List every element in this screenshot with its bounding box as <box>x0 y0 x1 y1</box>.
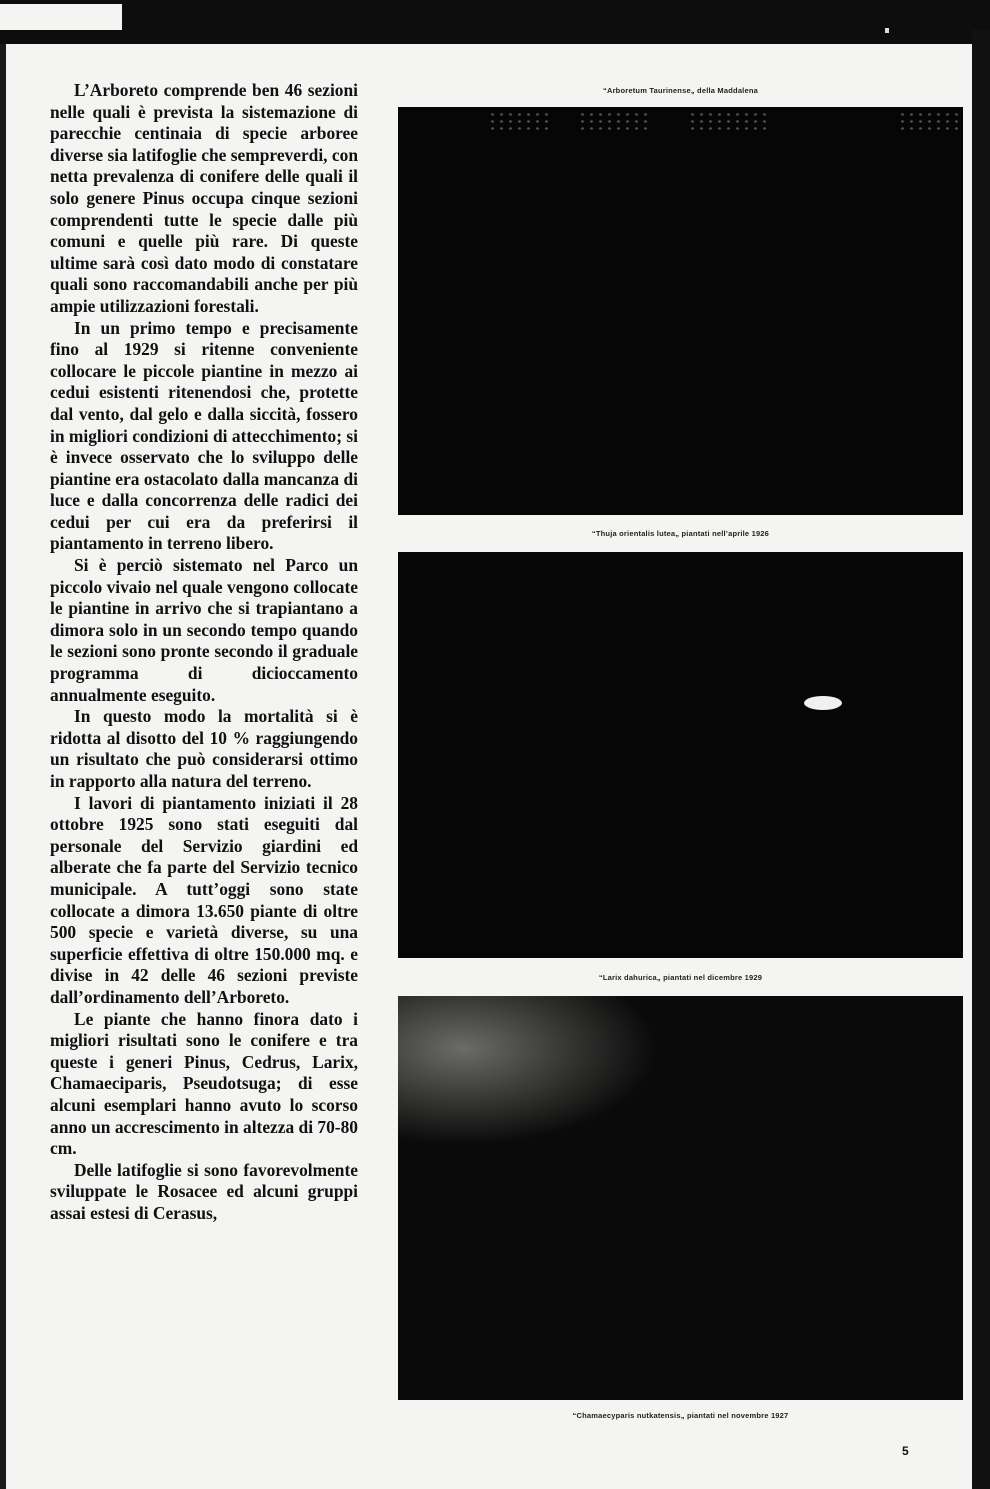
photo-caption: “Chamaecyparis nutkatensis„ piantati nel novembre 1927 <box>572 1411 789 1420</box>
photo-caption: “Arboretum Taurinense„ della Maddalena <box>603 86 758 95</box>
paragraph: Le piante che hanno finora dato i migliori risultati sono le conifere e tra queste i generi Pinus, Cedrus, Larix, Chamaeciparis, Pseudotsuga; di esse alcuni esemplari hanno avuto lo scorso anno un accrescimento in altezza di 70-80 cm. <box>50 1008 358 1159</box>
photo-highlight <box>898 111 958 131</box>
photo-highlight <box>488 111 548 131</box>
paragraph: Si è perciò sistemato nel Parco un piccolo vivaio nel quale vengono collocate le piantine in arrivo che si trapiantano a dimora solo in un secondo tempo quando le sezioni sono pronte secondo il graduale programma di dicioccamento annualmente eseguito. <box>50 555 358 705</box>
paragraph: In un primo tempo e precisamente fino al 1929 si ritenne conveniente collocare le piccole piantine in mezzo ai cedui esistenti ritenendosi che, protette dal vento, dal gelo e dalla siccità, fossero in migliori condizioni di attecchimento; si è invece osservato che lo sviluppo delle piantine era ostacolato dalla mancanza di luce e dalla concorrenza delle radici dei cedui per cui era da preferirsi il piantamento in terreno libero. <box>50 317 358 554</box>
photo-highlight <box>688 111 768 131</box>
paragraph: L’Arboreto comprende ben 46 sezioni nelle quali è prevista la sistemazione di parecchie centinaia di specie arboree diverse sia latifoglie che sempreverdi, con netta prevalenza di conifere delle quali il solo genere Pinus occupa cinque sezioni comprendenti tutte le specie dalle più comuni e quelle più rare. Di queste ultime sarà così dato modo di constatare quali sono raccomandabili anche per più ampie utilizzazioni forestali. <box>50 80 358 316</box>
scan-speck <box>885 28 889 33</box>
scan-tab <box>0 4 122 30</box>
photo-highlight <box>578 111 648 131</box>
photo-caption: “Thuja orientalis lutea„ piantati nell’aprile 1926 <box>591 529 770 538</box>
photo-thuja <box>398 552 963 958</box>
page-number: 5 <box>902 1444 909 1458</box>
left-scan-edge <box>0 44 6 1489</box>
paragraph: I lavori di piantamento iniziati il 28 ottobre 1925 sono stati eseguiti dal personale del Servizio giardini ed alberate che fa parte del Servizio tecnico municipale. A tutt’oggi sono state collocate a dimora 13.650 piante di oltre 500 specie e varietà diverse, su una superficie effettiva di oltre 150.000 mq. e divise in 42 delle 46 sezioni previste dall’ordinamento dell’Arboreto. <box>50 792 358 1007</box>
paragraph: Delle latifoglie si sono favorevolmente sviluppate le Rosacee ed alcuni gruppi assai estesi di Cerasus, <box>50 1159 358 1223</box>
photo-larix <box>398 996 963 1400</box>
photo-foliage <box>398 996 658 1146</box>
right-scan-edge <box>972 30 990 1489</box>
text-column <box>50 80 358 1224</box>
photo-highlight <box>804 696 842 710</box>
photo-caption: “Larix dahurica„ piantati nel dicembre 1929 <box>598 973 763 982</box>
photo-arboretum <box>398 107 963 515</box>
top-scan-border <box>0 0 990 44</box>
paragraph: In questo modo la mortalità si è ridotta al disotto del 10 % raggiungendo un risultato che può considerarsi ottimo in rapporto alla natura del terreno. <box>50 706 358 791</box>
